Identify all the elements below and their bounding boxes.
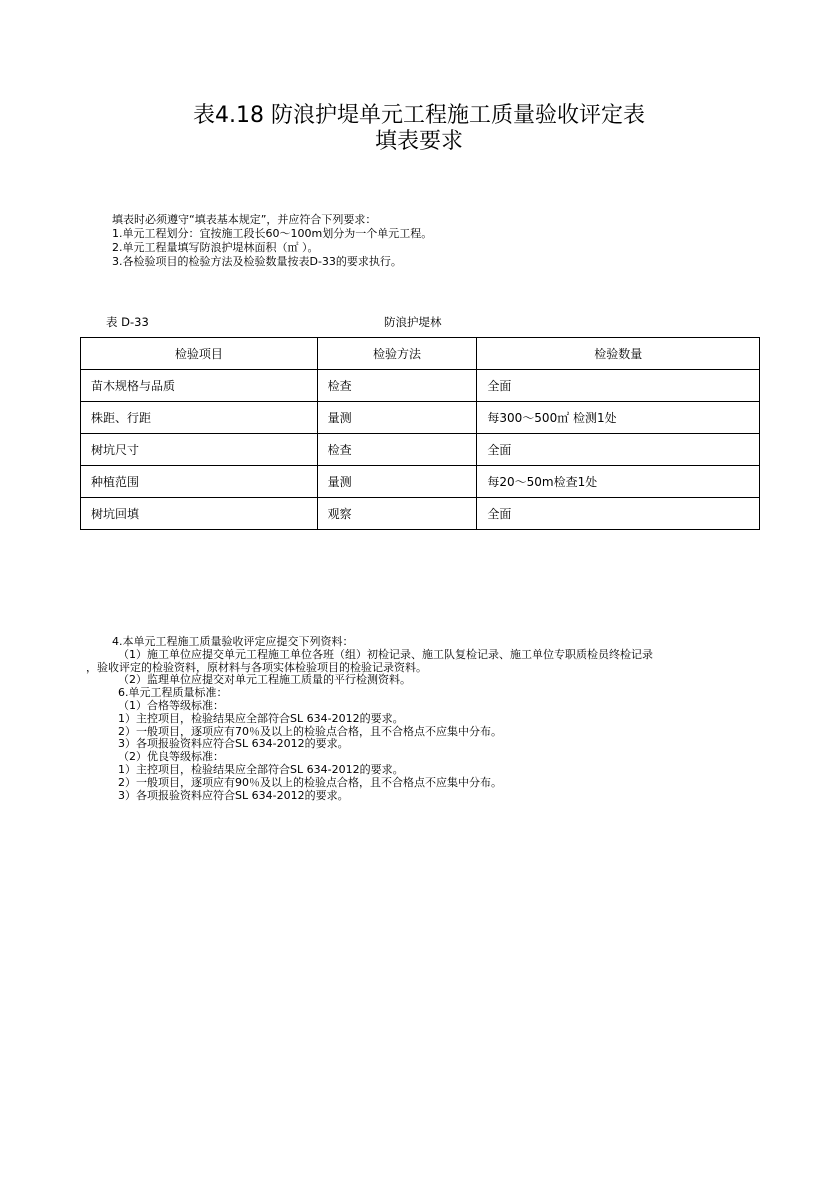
table-row <box>81 370 760 402</box>
table-row <box>81 434 760 466</box>
cell-item: 苗木规格与品质 <box>81 370 318 402</box>
header-quantity: 检验数量 <box>477 338 760 370</box>
notes-line: （1）合格等级标准： <box>118 698 224 712</box>
notes-line: 6.单元工程质量标准： <box>118 686 228 700</box>
cell-quantity: 全面 <box>477 434 760 466</box>
intro-line: 填表时必须遵守“填表基本规定”，并应符合下列要求： <box>112 213 377 226</box>
header-method: 检验方法 <box>317 338 477 370</box>
cell-quantity: 全面 <box>477 498 760 530</box>
intro-line: 2.单元工程量填写防浪护堤林面积（㎡ ）。 <box>112 241 319 254</box>
cell-method: 量测 <box>317 402 477 434</box>
intro-requirements <box>112 213 432 269</box>
table-row <box>81 402 760 434</box>
notes-line: （2）监理单位应提交对单元工程施工质量的平行检测资料。 <box>118 673 411 687</box>
inspection-table <box>80 337 760 530</box>
submission-notes <box>86 635 653 802</box>
cell-quantity: 每300～500㎡ 检测1处 <box>477 402 760 434</box>
notes-line: （1）施工单位应提交单元工程施工单位各班（组）初检记录、施工队复检记录、施工单位专职质检员终检记录 <box>118 647 653 661</box>
cell-item: 种植范围 <box>81 466 318 498</box>
cell-method: 量测 <box>317 466 477 498</box>
cell-quantity: 每20～50m检查1处 <box>477 466 760 498</box>
notes-line: 2）一般项目，逐项应有90％及以上的检验点合格，且不合格点不应集中分布。 <box>118 775 502 789</box>
cell-item: 树坑尺寸 <box>81 434 318 466</box>
intro-line: 1.单元工程划分：宜按施工段长60～100m划分为一个单元工程。 <box>112 227 433 240</box>
notes-line: 3）各项报验资料应符合SL 634-2012的要求。 <box>118 737 349 751</box>
page-subtitle: 填表要求 <box>374 129 463 154</box>
cell-method: 检查 <box>317 370 477 402</box>
table-row <box>81 466 760 498</box>
notes-line: ，验收评定的检验资料，原材料与各项实体检验项目的检验记录资料。 <box>86 660 427 674</box>
cell-quantity: 全面 <box>477 370 760 402</box>
cell-item: 树坑回填 <box>81 498 318 530</box>
table-code: 表 D-33 <box>106 315 149 329</box>
intro-line: 3.各检验项目的检验方法及检验数量按表D-33的要求执行。 <box>112 255 402 268</box>
table-header-row <box>81 338 760 370</box>
notes-line: 2）一般项目，逐项应有70％及以上的检验点合格，且不合格点不应集中分布。 <box>118 724 502 738</box>
notes-line: 1）主控项目，检验结果应全部符合SL 634-2012的要求。 <box>118 762 404 776</box>
cell-item: 株距、行距 <box>81 402 318 434</box>
notes-line: 1）主控项目，检验结果应全部符合SL 634-2012的要求。 <box>118 711 404 725</box>
table-name: 防浪护堤林 <box>384 315 442 329</box>
cell-method: 检查 <box>317 434 477 466</box>
header-item: 检验项目 <box>81 338 318 370</box>
notes-line: 4.本单元工程施工质量验收评定应提交下列资料： <box>112 635 354 648</box>
table-row <box>81 498 760 530</box>
page-title: 表4.18 防浪护堤单元工程施工质量验收评定表 <box>193 103 645 128</box>
notes-line: （2）优良等级标准： <box>118 750 224 764</box>
cell-method: 观察 <box>317 498 477 530</box>
notes-line: 3）各项报验资料应符合SL 634-2012的要求。 <box>118 788 349 802</box>
